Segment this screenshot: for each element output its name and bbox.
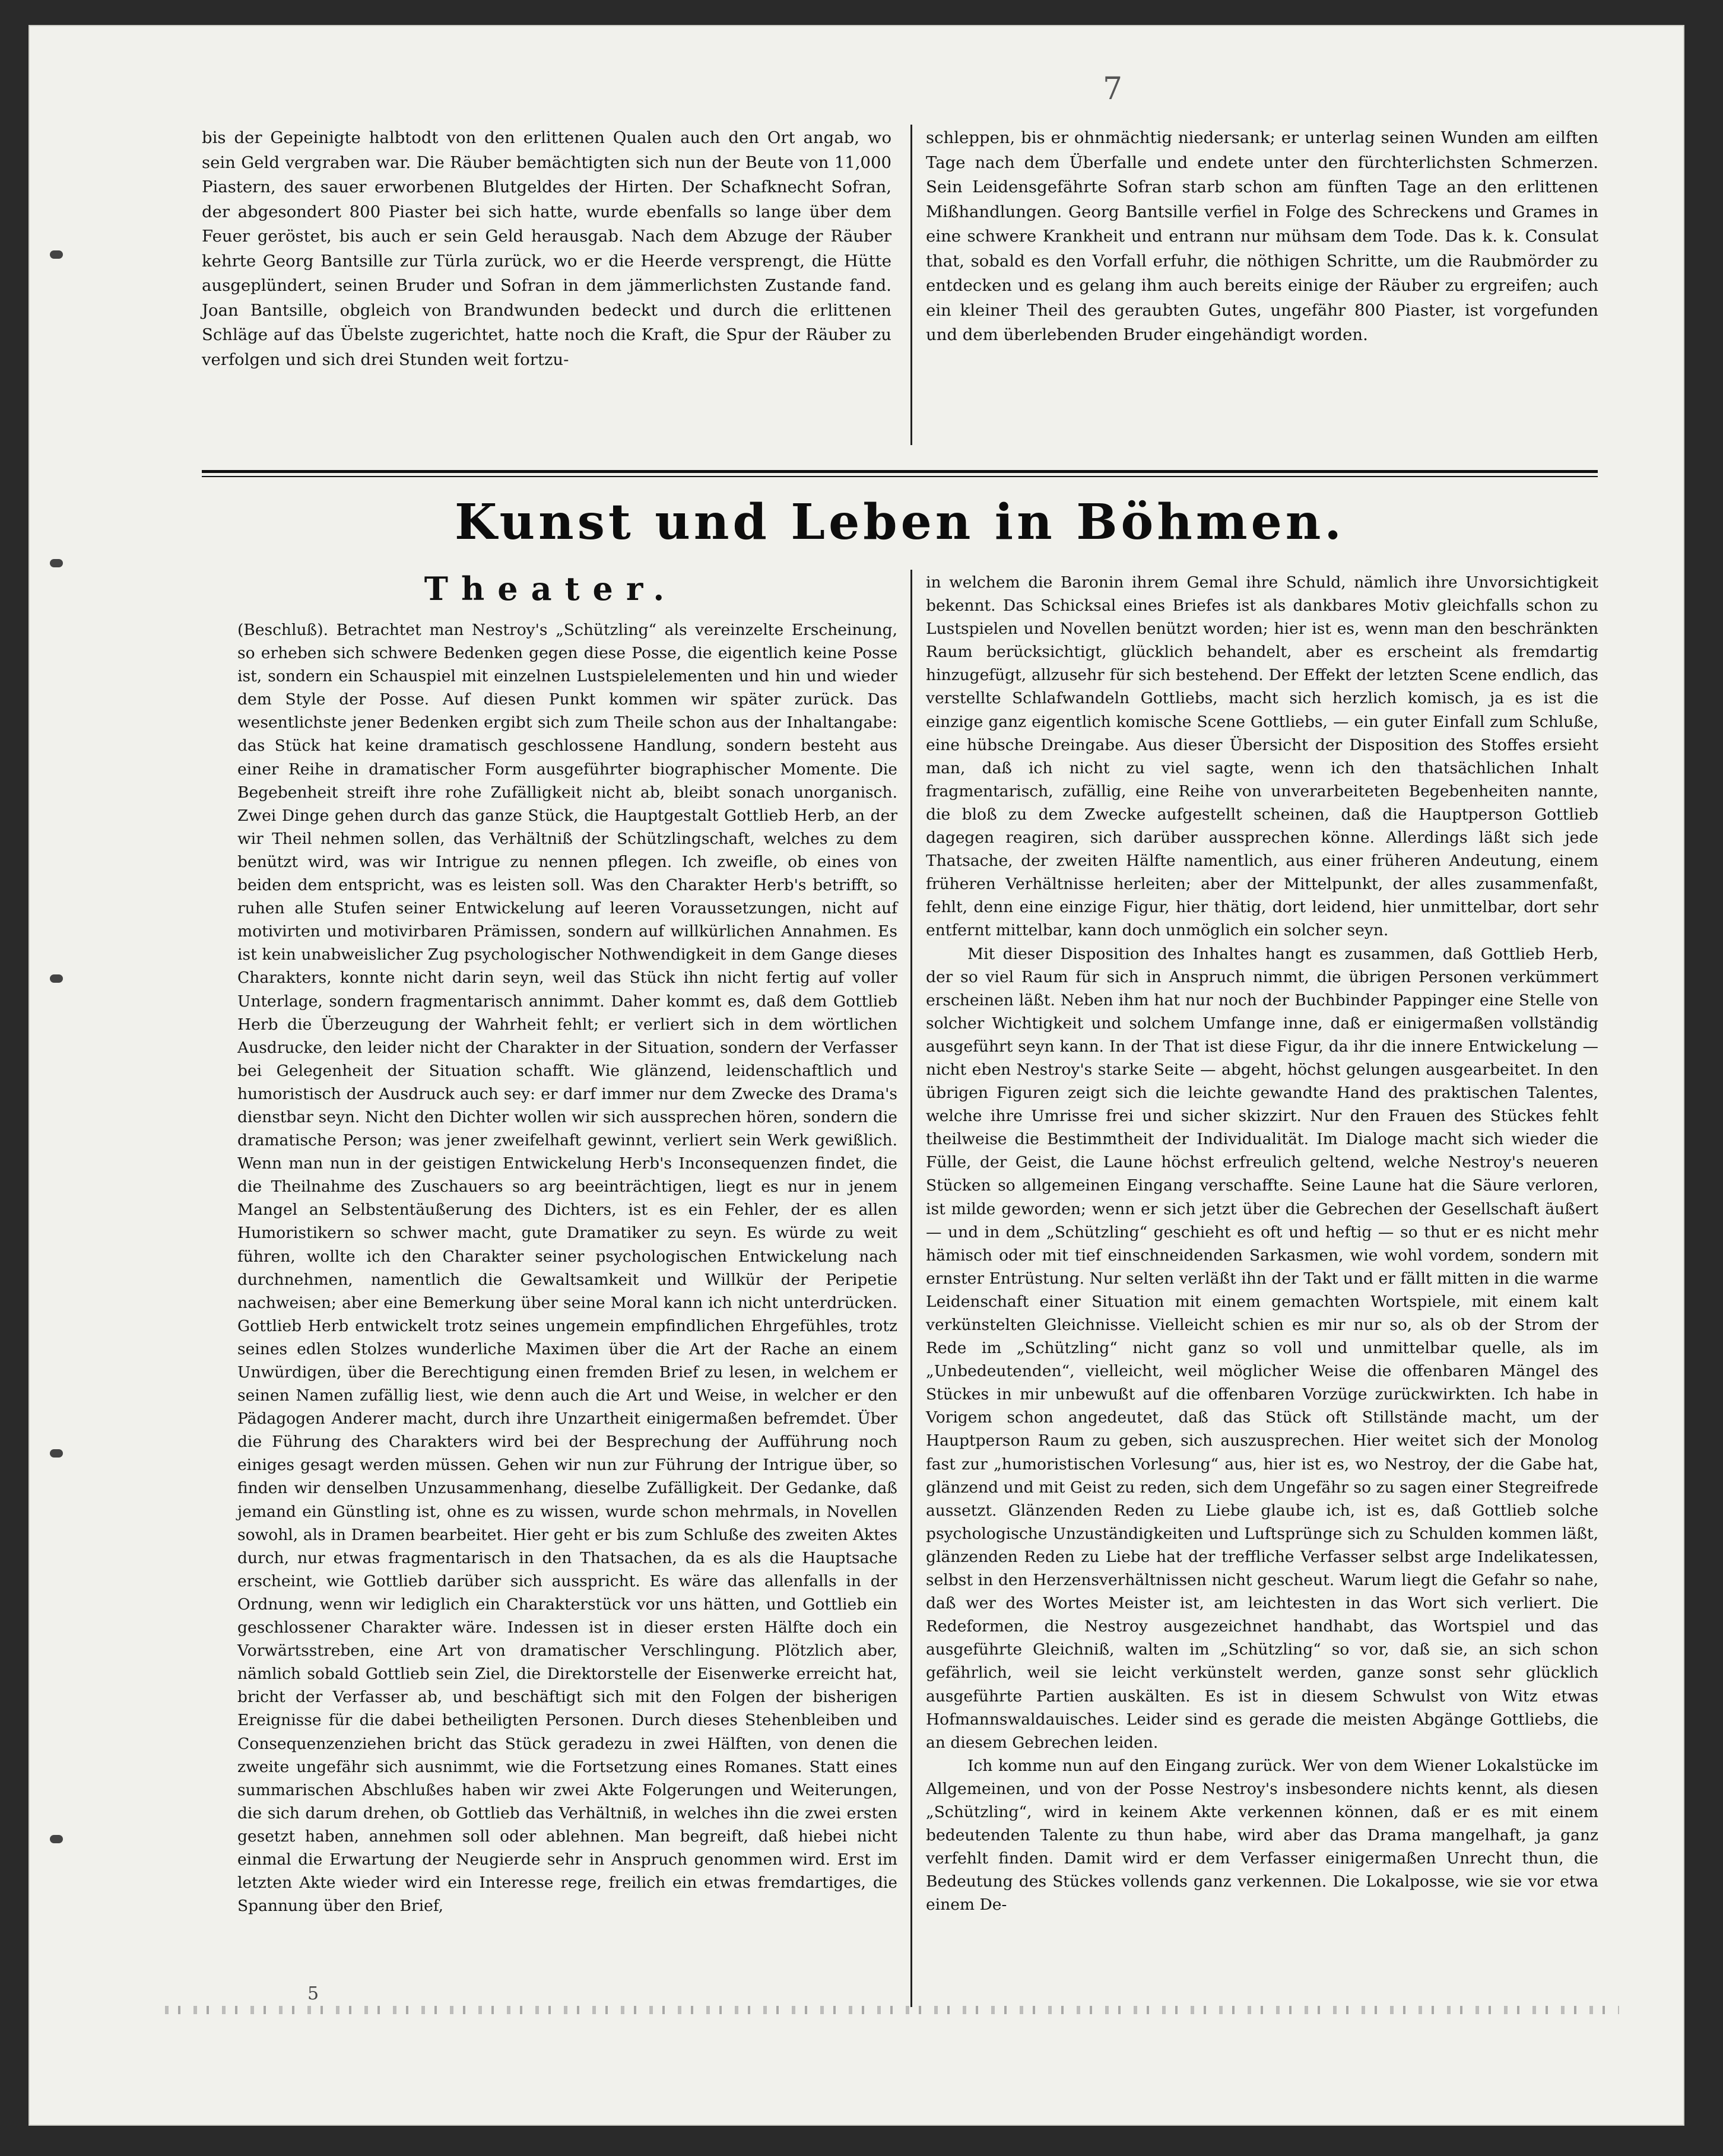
article-paragraph: (Beschluß). Betrachtet man Nestroy's „Schützling“ als vereinzelte Erscheinung, so erheben sich schwere Bedenken gegen diese Posse, die eigentlich keine Posse ist, sondern ein Schauspiel mit einzelnen Lustspielelementen und hin und wieder dem Style der Posse. Auf diesen Punkt kommen wir später zurück. Das wesentlichste jener Bedenken ergibt sich zum Theile schon aus der Inhaltangabe: das Stück hat keine dramatisch geschlossene Handlung, sondern besteht aus einer Reihe in dramatischer Form ausgeführter biographischer Momente. Die Begebenheit streift ihre rohe Zufälligkeit nicht ab, bleibt sonach unorganisch. Zwei Dinge gehen durch das ganze Stück, die Hauptgestalt Gottlieb Herb, an der wir Theil nehmen sollen, das Verhältniß der Schützlingschaft, welches zu dem benützt wird, was wir Intrigue zu nennen pflegen. Ich zweifle, ob eines von beiden dem entspricht, was es leisten soll. Was den Charakter Herb's betrifft, so ruhen alle Stufen seiner Entwickelung auf leeren Voraussetzungen, nicht auf motivirten und motivirbaren Prämissen, sondern auf willkürlichen Annahmen. Es ist kein unabweislicher Zug psychologischer Nothwendigkeit in dem Gange dieses Charakters, konnte nicht darin seyn, weil das Stück ihn nicht fertig auf voller Unterlage, sondern fragmentarisch annimmt. Daher kommt es, daß dem Gottlieb Herb die Überzeugung der Wahrheit fehlt; er verliert sich in dem wörtlichen Ausdrucke, den leider nicht der Charakter in der Situation, sondern der Verfasser bei Gelegenheit der Situation schafft. Wie glänzend, leidenschaftlich und humoristisch der Ausdruck auch sey: er darf immer nur dem Zwecke des Drama's dienstbar seyn. Nicht den Dichter wollen wir sich aussprechen hören, sondern die dramatische Person; was jener zweifelhaft gewinnt, verliert sein Werk gewißlich. Wenn man nun in der geistigen Entwickelung Herb's Inconsequenzen findet, die die Theilnahme des Zuschauers so arg beeinträchtigen, liegt es nur in jenem Mangel an Selbstentäußerung des Dichters, ist es ein Fehler, der es allen Humoristikern so schwer macht, gute Dramatiker zu seyn. Es würde zu weit führen, wollte ich den Charakter seiner psychologischen Entwickelung nach durchnehmen, namentlich die Gewaltsamkeit und Willkür der Peripetie nachweisen; aber eine Bemerkung über seine Moral kann ich nicht unterdrücken. Gottlieb Herb entwickelt trotz seines ungemein empfindlichen Ehrgefühles, trotz seines edlen Stolzes wunderliche Maximen über die Art der Rache an einem Unwürdigen, über die Berechtigung einen fremden Brief zu lesen, in welchem er seinen Namen zufällig liest, wie denn auch die Art und Weise, in welcher er den Pädagogen Anderer macht, durch ihre Unzartheit einigermaßen befremdet. Über die Führung des Charakters wird bei der Besprechung der Aufführung noch einiges gesagt werden müssen. Gehen wir nun zur Führung der Intrigue über, so finden wir denselben Unzusammenhang, dieselbe Zufälligkeit. Der Gedanke, daß jemand ein Günstling ist, ohne es zu wissen, wurde schon mehrmals, in Novellen sowohl, als in Dramen bearbeitet. Hier geht er bis zum Schluße des zweiten Aktes durch, nur etwas fragmentarisch in den Thatsachen, da es als die Hauptsache erscheint, wie Gottlieb darüber sich ausspricht. Es wäre das allenfalls in der Ordnung, wenn wir lediglich ein Charakterstück vor uns hätten, und Gottlieb ein geschlossener Charakter wäre. Indessen ist in dieser ersten Hälfte doch ein Vorwärtsstreben, eine Art von dramatischer Verschlingung. Plötzlich aber, nämlich sobald Gottlieb sein Ziel, die Direktorstelle der Eisenwerke erreicht hat, bricht der Verfasser ab, und beschäftigt sich mit den Folgen der bisherigen Ereignisse für die dabei betheiligten Personen. Durch dieses Stehenbleiben und Consequenzenziehen bricht das Stück geradezu in zwei Hälften, von denen die zweite ungefähr sich ausnimmt, wie die Fortsetzung eines Romanes. Statt eines summarischen Abschlußes haben wir zwei Akte Folgerungen und Weiterungen, die sich darum drehen, ob Gottlieb das Verhältniß, in welches ihn die zwei ersten gesetzt haben, annehmen soll oder ablehnen. Man begreift, daß hiebei nicht einmal die Erwartung der Neugierde sehr in Anspruch genommen wird. Erst im letzten Akte wieder wird ein Interesse rege, freilich ein etwas fremdartiges, die Spannung über den Brief,	[237, 621, 897, 1916]
page-mark: 7	[1103, 71, 1123, 107]
article-right-column	[926, 571, 1598, 1916]
subsection-title: Theater.	[424, 570, 678, 608]
top-article-right-column	[926, 126, 1598, 348]
article-paragraph: Mit dieser Disposition des Inhaltes hangt es zusammen, daß Gottlieb Herb, der so viel Raum für sich in Anspruch nimmt, die übrigen Personen verkümmert erscheinen läßt. Neben ihm hat nur noch der Buchbinder Pappinger eine Stelle von solcher Wichtigkeit und solchem Umfange inne, daß er einigermaßen vollständig ausgeführt seyn kann. In der That ist diese Figur, da ihr die innere Entwickelung — nicht eben Nestroy's starke Seite — abgeht, höchst gelungen ausgearbeitet. In den übrigen Figuren zeigt sich die leichte gewandte Hand des praktischen Talentes, welche ihre Umrisse frei und sicher skizzirt. Nur den Frauen des Stückes fehlt theilweise die Bestimmtheit der Individualität. Im Dialoge macht sich wieder die Fülle, der Geist, die Laune höchst erfreulich geltend, welche Nestroy's neueren Stücken so allgemeinen Eingang verschaffte. Seine Laune hat die Säure verloren, ist milde geworden; wenn er sich jetzt über die Gebrechen der Gesellschaft äußert — und in dem „Schützling“ geschieht es oft und heftig — so thut er es nicht mehr hämisch oder mit tief einschneidenden Sarkasmen, wie wohl vordem, sondern mit ernster Entrüstung. Nur selten verläßt ihn der Takt und er fällt mitten in die warme Leidenschaft einer Situation mit einem gemachten Wortspiele, mit einem kalt verkünstelten Gleichnisse. Vielleicht schien es mir nur so, als ob der Strom der Rede im „Schützling“ nicht ganz so voll und unmittelbar quelle, als im „Unbedeutenden“, vielleicht, weil möglicher Weise die offenbaren Mängel des Stückes in mir unbewußt auf die offenbaren Vorzüge zurückwirkten. Ich habe in Vorigem schon angedeutet, daß das Stück oft Stillstände macht, um der Hauptperson Raum zu geben, sich auszusprechen. Hier weitet sich der Monolog fast zur „humoristischen Vorlesung“ aus, hier ist es, wo Nestroy, der die Gabe hat, glänzend und mit Geist zu reden, sich dem Ungefähr so zu sagen einer Stegreifrede aussetzt. Glänzenden Reden zu Liebe glaube ich, ist es, daß Gottlieb solche psychologische Unzuständigkeiten und Luftsprünge sich zu Schulden kommen läßt, glänzenden Reden zu Liebe hat der treffliche Verfasser selbst arge Indelikatessen, selbst in den Herzensverhältnissen nicht gescheut. Warum liegt die Gefahr so nahe, daß wer des Wortes Meister ist, am leichtesten in das Wort sich verliert. Die Redeformen, die Nestroy ausgezeichnet handhabt, das Wortspiel und das ausgeführte Gleichniß, walten im „Schützling“ so vor, daß sie, an sich schon gefährlich, weil sie leicht verkünstelt werden, ganze sonst sehr glücklich ausgeführte Partien auskälten. Es ist in diesem Schwulst von Witz etwas Hofmannswaldauisches. Leider sind es gerade die meisten Abgänge Gottliebs, die an diesem Gebrechen leiden.	[926, 944, 1598, 1752]
column-divider	[910, 570, 912, 2007]
article-paragraph: in welchem die Baronin ihrem Gemal ihre Schuld, nämlich ihre Unvorsichtigkeit bekennt. Das Schicksal eines Briefes ist als dankbares Motiv gleichfalls schon zu Lustspielen und Novellen benützt worden; hier ist es, wenn man den beschränkten Raum berücksichtigt, glücklich behandelt, aber es erscheint als fremdartig hinzugefügt, allzusehr für sich bestehend. Der Effekt der letzten Scene endlich, das verstellte Schlafwandeln Gottliebs, macht sich herzlich komisch, ja es ist die einzige ganz eigentlich komische Scene Gottliebs, — ein guter Einfall zum Schluße, eine hübsche Dreingabe. Aus dieser Übersicht der Disposition des Stoffes ersieht man, daß ich nicht zu viel sagte, wenn ich den thatsächlichen Inhalt fragmentarisch, zufällig, eine Reihe von unverarbeiteten Begebenheiten nannte, die bloß zu dem Zwecke aufgestellt scheinen, daß die Hauptperson Gottlieb dagegen reagiren, sich darüber aussprechen könne. Allerdings läßt sich jede Thatsache, der zweiten Hälfte namentlich, aus einer früheren Andeutung, einem früheren Verhältnisse herleiten; aber der Mittelpunkt, der alles zusammenfaßt, fehlt, denn eine einzige Figur, hier thätig, dort leidend, hier unmittelbar, dort sehr entfernt mittelbar, kann doch unmöglich ein solcher seyn.	[926, 573, 1598, 940]
top-article-right-text: schleppen, bis er ohnmächtig niedersank; er unterlag seinen Wunden am eilften Tage nach dem Überfalle und endete unter den fürchterlichsten Schmerzen. Sein Leidensgefährte Sofran starb schon am fünften Tage an den erlittenen Mißhandlungen. Georg Bantsille verfiel in Folge des Schreckens und Grames in eine schwere Krankheit und entrann nur mühsam dem Tode. Das k. k. Consulat that, sobald es den Vorfall erfuhr, die nöthigen Schritte, um die Raubmörder zu entdecken und es gelang ihm auch bereits einige der Räuber zu ergreifen; auch ein kleiner Theil des geraubten Gutes, ungefähr 800 Piaster, ist vorgefunden und dem überlebenden Bruder eingehändigt worden.	[926, 128, 1598, 344]
binding-hole	[50, 559, 63, 567]
scan-noise-strip	[165, 2006, 1619, 2014]
top-article-left-text: bis der Gepeinigte halbtodt von den erlittenen Qualen auch den Ort angab, wo sein Geld vergraben war. Die Räuber bemächtigten sich nun der Beute von 11,000 Piastern, des sauer erworbenen Blutgeldes der Hirten. Der Schafknecht Sofran, der abgesondert 800 Piaster bei sich hatte, wurde ebenfalls so lange über dem Feuer geröstet, bis auch er sein Geld herausgab. Nach dem Abzuge der Räuber kehrte Georg Bantsille zur Türla zurück, wo er die Heerde versprengt, die Hütte ausgeplündert, seinen Bruder und Sofran in dem jämmerlichsten Zustande fand. Joan Bantsille, obgleich von Brandwunden bedeckt und durch die erlittenen Schläge auf das Übelste zugerichtet, hatte noch die Kraft, die Spur der Räuber zu verfolgen und sich drei Stunden weit fortzu-	[202, 128, 891, 369]
page-number: 5	[307, 1983, 319, 2004]
binding-hole	[50, 250, 63, 259]
article-left-column	[237, 618, 897, 1917]
article-paragraph: Ich komme nun auf den Eingang zurück. Wer von dem Wiener Lokalstücke im Allgemeinen, und von der Posse Nestroy's insbesondere nichts kennt, als diesen „Schützling“, wird in keinem Akte verkennen können, daß er es mit einem bedeutenden Talente zu thun habe, wird aber das Drama mangelhaft, ja ganz verfehlt finden. Damit wird er dem Verfasser einigermaßen Unrecht thun, die Bedeutung des Stückes vollends ganz verkennen. Die Lokalposse, wie sie vor etwa einem De-	[926, 1756, 1598, 1914]
binding-hole	[50, 974, 63, 983]
section-title: Kunst und Leben in Böhmen.	[455, 494, 1345, 551]
top-article-left-column	[202, 126, 891, 372]
column-divider	[910, 125, 912, 445]
binding-hole	[50, 1449, 63, 1458]
newspaper-page	[28, 25, 1684, 2126]
binding-hole	[50, 1835, 63, 1843]
section-rule	[202, 470, 1598, 477]
